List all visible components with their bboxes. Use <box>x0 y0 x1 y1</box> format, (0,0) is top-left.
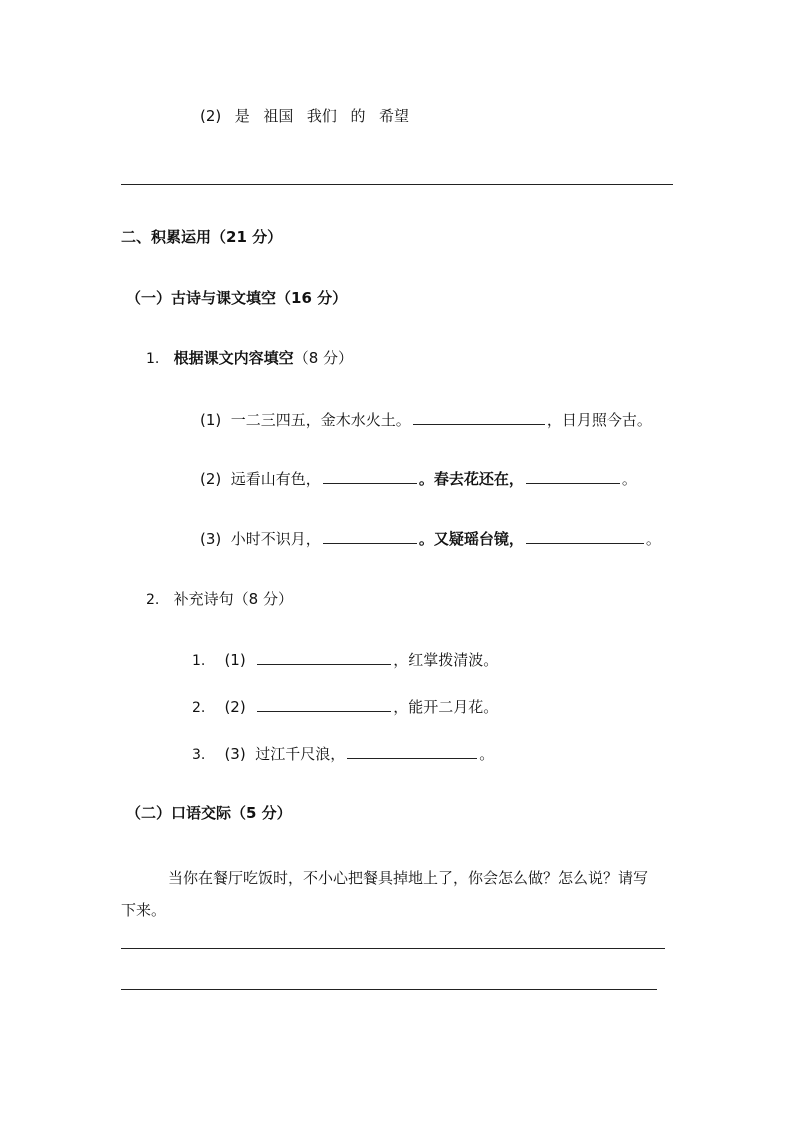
answer-blank[interactable] <box>526 529 644 544</box>
item-text: 。又疑瑶台镜， <box>418 530 524 548</box>
word: 的 <box>350 107 366 125</box>
item-text: ，日月照今古。 <box>546 411 652 429</box>
answer-blank[interactable] <box>257 650 391 665</box>
item-marker: (3) <box>200 530 222 548</box>
item-number: 2. <box>192 700 206 716</box>
answer-line[interactable] <box>121 989 657 990</box>
prompt-text: 当你在餐厅吃饭时，不小心把餐具掉地上了，你会怎么做？怎么说？请写 <box>168 869 649 887</box>
item-text: ，红掌拨清波。 <box>393 651 499 669</box>
item-text: 。 <box>479 745 495 763</box>
item-marker: (2) <box>200 470 222 488</box>
item-text: 。春去花还在， <box>418 470 524 488</box>
part-heading: （一）古诗与课文填空（16 分） <box>126 289 348 307</box>
item-text: 。 <box>645 530 661 548</box>
item-marker: (2) <box>224 698 246 716</box>
item-text: ，能开二月花。 <box>393 698 499 716</box>
item-number: 1. <box>192 653 206 669</box>
answer-line[interactable] <box>121 184 673 185</box>
part-heading: （二）口语交际（5 分） <box>126 804 292 822</box>
question-2 <box>146 589 293 610</box>
item-marker: (3) <box>224 745 246 763</box>
answer-blank[interactable] <box>413 410 545 425</box>
question-title: 根据课文内容填空 <box>173 349 294 367</box>
prompt-text: 下来。 <box>121 901 167 919</box>
fill-item <box>200 469 637 489</box>
question-number: 1. <box>146 351 160 367</box>
question-number: 2. <box>146 592 160 608</box>
fill-item <box>192 744 494 765</box>
word: 祖国 <box>263 107 294 125</box>
answer-blank[interactable] <box>257 697 391 712</box>
fill-item <box>192 650 498 671</box>
item-text: 小时不识月， <box>230 530 321 548</box>
item-marker: (1) <box>200 411 222 429</box>
question-score: （8 分） <box>293 349 353 367</box>
word: 希望 <box>379 107 410 125</box>
item-text: 一二三四五，金木水火土。 <box>230 411 411 429</box>
fill-item <box>200 529 661 549</box>
answer-blank[interactable] <box>323 469 417 484</box>
answer-blank[interactable] <box>347 744 477 759</box>
word: 我们 <box>306 107 337 125</box>
question-title: 补充诗句（8 分） <box>173 590 293 608</box>
word: 是 <box>234 107 250 125</box>
section-heading: 二、积累运用（21 分） <box>121 228 283 246</box>
item-marker: (2) <box>200 107 222 125</box>
question-1 <box>146 348 353 369</box>
item-text: 远看山有色， <box>230 470 321 488</box>
item-text: 过江千尺浪， <box>255 745 346 763</box>
answer-blank[interactable] <box>526 469 620 484</box>
fill-item <box>192 697 498 718</box>
sentence-reorder-item <box>200 106 409 126</box>
answer-blank[interactable] <box>323 529 417 544</box>
answer-line[interactable] <box>121 948 665 949</box>
item-marker: (1) <box>224 651 246 669</box>
item-text: 。 <box>621 470 637 488</box>
item-number: 3. <box>192 747 206 763</box>
fill-item <box>200 410 652 430</box>
